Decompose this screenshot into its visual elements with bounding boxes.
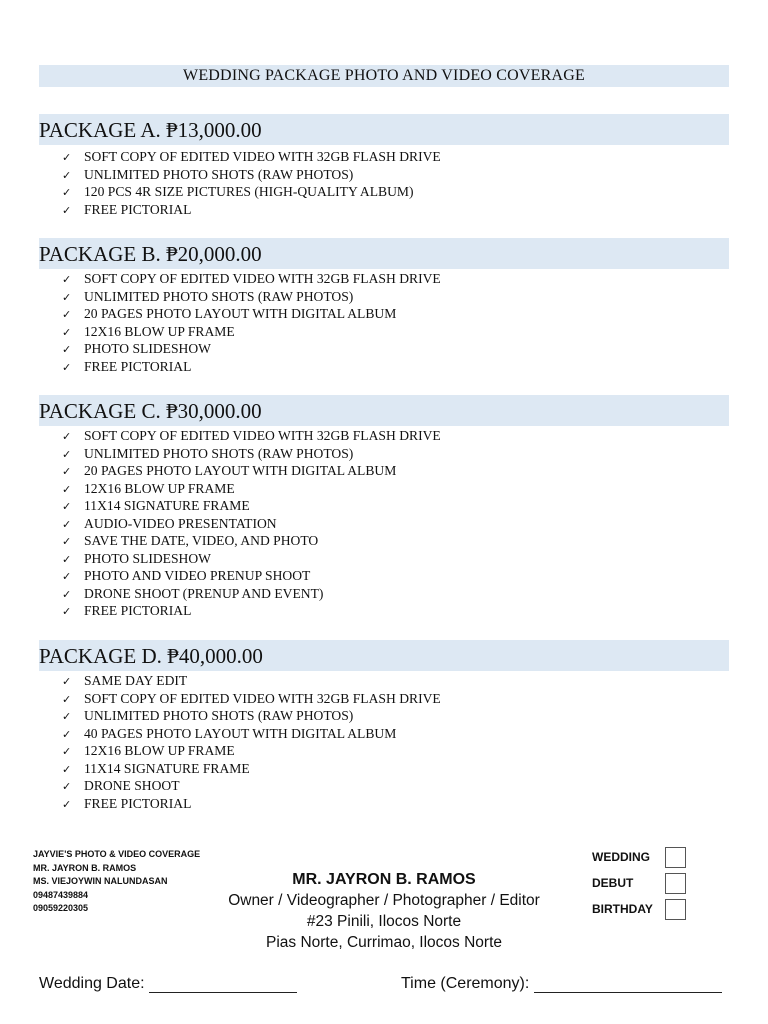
- check-icon: ✓: [62, 273, 72, 286]
- list-item: ✓ 12X16 BLOW UP FRAME: [62, 742, 441, 760]
- list-item: ✓ DRONE SHOOT: [62, 777, 441, 795]
- check-icon: ✓: [62, 535, 72, 548]
- check-icon: ✓: [62, 290, 72, 304]
- check-icon: ✓: [62, 168, 72, 182]
- list-item: ✓ 20 PAGES PHOTO LAYOUT WITH DIGITAL ALBUM: [62, 462, 441, 480]
- event-label-wedding: WEDDING: [592, 850, 650, 864]
- list-item: ✓ 12X16 BLOW UP FRAME: [62, 480, 441, 498]
- time-ceremony-field: [401, 975, 722, 993]
- check-icon: ✓: [62, 692, 72, 706]
- wedding-date-blank[interactable]: [149, 977, 297, 993]
- check-icon: ✓: [62, 203, 72, 217]
- event-option-birthday: [592, 898, 692, 924]
- birthday-checkbox[interactable]: [665, 899, 686, 920]
- list-item: ✓ PHOTO AND VIDEO PRENUP SHOOT: [62, 567, 441, 585]
- package-a-heading: PACKAGE A. ₱13,000.00: [39, 114, 729, 145]
- check-icon: ✓: [62, 570, 72, 583]
- list-item: ✓ DRONE SHOOT (PRENUP AND EVENT): [62, 585, 441, 603]
- check-icon: ✓: [62, 360, 72, 374]
- package-d-heading: PACKAGE D. ₱40,000.00: [39, 640, 729, 671]
- wedding-checkbox[interactable]: [665, 847, 686, 868]
- check-icon: ✓: [62, 308, 72, 321]
- package-c-heading: PACKAGE C. ₱30,000.00: [39, 395, 729, 426]
- check-icon: ✓: [62, 745, 72, 758]
- check-icon: ✓: [62, 797, 72, 811]
- list-item: ✓ UNLIMITED PHOTO SHOTS (RAW PHOTOS): [62, 288, 441, 306]
- document-title: WEDDING PACKAGE PHOTO AND VIDEO COVERAGE: [39, 65, 729, 87]
- list-item: ✓ UNLIMITED PHOTO SHOTS (RAW PHOTOS): [62, 445, 441, 463]
- list-item: ✓ AUDIO-VIDEO PRESENTATION: [62, 515, 441, 533]
- event-option-debut: [592, 872, 692, 898]
- check-icon: ✓: [62, 343, 72, 356]
- studio-phone-2: 09059220305: [33, 903, 89, 914]
- check-icon: ✓: [62, 186, 72, 199]
- check-icon: ✓: [62, 517, 72, 531]
- check-icon: ✓: [62, 430, 72, 443]
- check-icon: ✓: [62, 675, 72, 688]
- contact-block: [200, 870, 568, 953]
- check-icon: ✓: [62, 780, 72, 793]
- package-b-heading: PACKAGE B. ₱20,000.00: [39, 238, 729, 269]
- studio-person-2: MS. VIEJOYWIN NALUNDASAN: [33, 876, 168, 887]
- list-item: ✓ FREE PICTORIAL: [62, 358, 441, 376]
- check-icon: ✓: [62, 552, 72, 566]
- check-icon: ✓: [62, 762, 72, 776]
- package-c-list: [62, 427, 441, 620]
- studio-info: [33, 848, 200, 916]
- list-item: ✓ SAVE THE DATE, VIDEO, AND PHOTO: [62, 532, 441, 550]
- event-label-birthday: BIRTHDAY: [592, 902, 653, 916]
- event-type-options: [592, 846, 692, 924]
- list-item: ✓ 11X14 SIGNATURE FRAME: [62, 760, 441, 778]
- wedding-date-field: [39, 975, 297, 993]
- list-item: ✓ FREE PICTORIAL: [62, 201, 441, 219]
- time-ceremony-blank[interactable]: [534, 977, 722, 993]
- contact-address-2: Pias Norte, Currimao, Ilocos Norte: [265, 934, 503, 951]
- list-item: ✓ SOFT COPY OF EDITED VIDEO WITH 32GB FLASH DRIVE: [62, 270, 441, 288]
- list-item: ✓ SOFT COPY OF EDITED VIDEO WITH 32GB FLASH DRIVE: [62, 427, 441, 445]
- contact-name: MR. JAYRON B. RAMOS: [292, 871, 476, 888]
- list-item: ✓ 120 PCS 4R SIZE PICTURES (HIGH-QUALITY ALBUM): [62, 183, 441, 201]
- check-icon: ✓: [62, 500, 72, 513]
- wedding-date-label: Wedding Date:: [39, 975, 145, 992]
- list-item: ✓ FREE PICTORIAL: [62, 795, 441, 813]
- package-d-list: [62, 672, 441, 812]
- list-item: ✓ SOFT COPY OF EDITED VIDEO WITH 32GB FLASH DRIVE: [62, 690, 441, 708]
- list-item: ✓ 40 PAGES PHOTO LAYOUT WITH DIGITAL ALBUM: [62, 725, 441, 743]
- package-a-list: [62, 148, 441, 218]
- event-option-wedding: [592, 846, 692, 872]
- studio-name: JAYVIE'S PHOTO & VIDEO COVERAGE: [33, 849, 201, 859]
- check-icon: ✓: [62, 605, 72, 618]
- list-item: ✓ FREE PICTORIAL: [62, 602, 441, 620]
- check-icon: ✓: [62, 482, 72, 496]
- contact-address-1: #23 Pinili, Ilocos Norte: [306, 913, 462, 930]
- list-item: ✓ UNLIMITED PHOTO SHOTS (RAW PHOTOS): [62, 166, 441, 184]
- time-ceremony-label: Time (Ceremony):: [401, 975, 530, 992]
- list-item: ✓ UNLIMITED PHOTO SHOTS (RAW PHOTOS): [62, 707, 441, 725]
- list-item: ✓ 11X14 SIGNATURE FRAME: [62, 497, 441, 515]
- check-icon: ✓: [62, 325, 72, 339]
- check-icon: ✓: [62, 587, 72, 601]
- check-icon: ✓: [62, 465, 72, 478]
- check-icon: ✓: [62, 710, 72, 723]
- list-item: ✓ 12X16 BLOW UP FRAME: [62, 323, 441, 341]
- check-icon: ✓: [62, 727, 72, 741]
- event-label-debut: DEBUT: [592, 876, 634, 890]
- package-b-list: [62, 270, 441, 375]
- debut-checkbox[interactable]: [665, 873, 686, 894]
- contact-role: Owner / Videographer / Photographer / Editor: [228, 892, 540, 909]
- list-item: ✓ 20 PAGES PHOTO LAYOUT WITH DIGITAL ALBUM: [62, 305, 441, 323]
- studio-phone-1: 09487439884: [33, 889, 89, 900]
- list-item: ✓ SAME DAY EDIT: [62, 672, 441, 690]
- list-item: ✓ SOFT COPY OF EDITED VIDEO WITH 32GB FLASH DRIVE: [62, 148, 441, 166]
- studio-person-1: MR. JAYRON B. RAMOS: [33, 862, 137, 873]
- list-item: ✓ PHOTO SLIDESHOW: [62, 340, 441, 358]
- check-icon: ✓: [62, 151, 72, 164]
- list-item: ✓ PHOTO SLIDESHOW: [62, 550, 441, 568]
- check-icon: ✓: [62, 447, 72, 461]
